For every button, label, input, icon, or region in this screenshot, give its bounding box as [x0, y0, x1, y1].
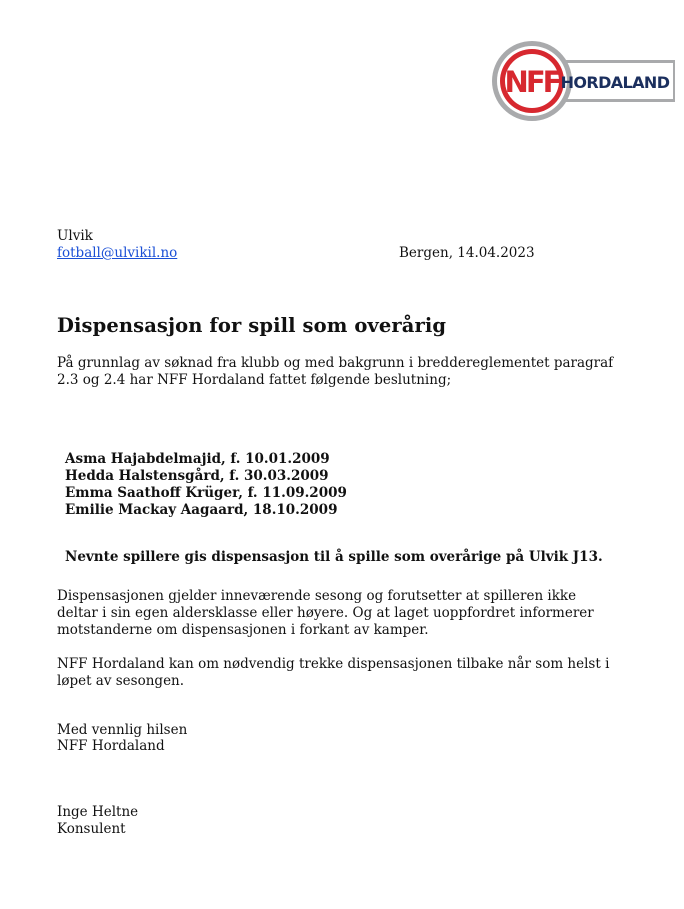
player-item: Asma Hajabdelmajid, f. 10.01.2009 [65, 451, 330, 467]
player-item: Hedda Halstensgård, f. 30.03.2009 [65, 468, 329, 484]
nff-logo-graphic [491, 40, 675, 122]
intro-paragraph: På grunnlag av søknad fra klubb og med bakgrunn i breddereglementet paragraf 2.3 og 2.4 har NFF Hordaland fattet følgende beslutning; [57, 355, 614, 388]
decision-statement: Nevnte spillere gis dispensasjon til å spille som overårige på Ulvik J13. [65, 549, 603, 565]
player-item: Emma Saathoff Krüger, f. 11.09.2009 [65, 485, 347, 501]
club-name: Ulvik [57, 228, 93, 244]
revocation-paragraph: NFF Hordaland kan om nødvendig trekke dispensasjonen tilbake når som helst i løpet av sesongen. [57, 656, 610, 689]
closing-greeting: Med vennlig hilsen [57, 722, 188, 738]
validity-paragraph: Dispensasjonen gjelder inneværende sesong og forutsetter at spilleren ikke deltar i sin egen aldersklasse eller høyere. Og at laget uoppfordret informerer motstanderne om dispensasjonen i forkant av kamper. [57, 588, 594, 638]
closing-organization: NFF Hordaland [57, 738, 165, 754]
player-item: Emilie Mackay Aagaard, 18.10.2009 [65, 502, 338, 518]
signature-role: Konsulent [57, 821, 126, 837]
place-date: Bergen, 14.04.2023 [399, 245, 535, 261]
club-email-link[interactable]: fotball@ulvikil.no [57, 245, 178, 261]
nff-hordaland-logo [491, 40, 675, 122]
signature-name: Inge Heltne [57, 804, 139, 820]
letter-title: Dispensasjon for spill som overårig [57, 314, 447, 337]
logo-monogram: NFF [504, 65, 560, 99]
players-list [65, 451, 347, 519]
logo-region-text: HORDALAND [560, 73, 670, 92]
